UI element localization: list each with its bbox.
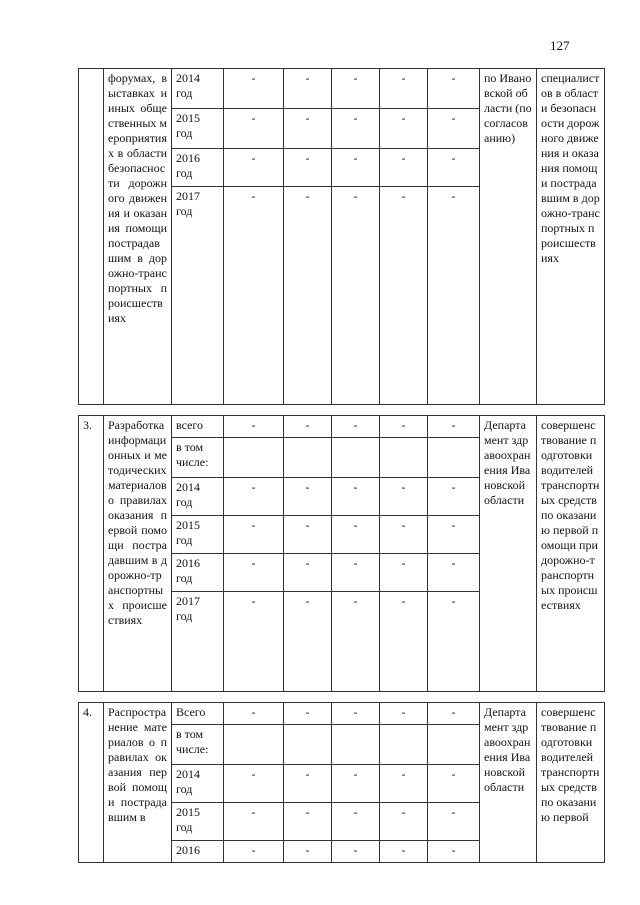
funding-value: - [224,841,284,863]
funding-value [284,725,332,765]
funding-value: - [284,416,332,438]
period-label: 2017 год [172,187,224,405]
funding-value [284,438,332,478]
period-label: 2016 год [172,149,224,187]
funding-value: - [284,187,332,405]
funding-value: - [224,516,284,554]
period-label: 2014 год [172,765,224,803]
funding-value: - [284,149,332,187]
funding-value: - [428,765,480,803]
period-label: 2015 год [172,516,224,554]
funding-value: - [332,554,380,592]
funding-value: - [332,703,380,725]
table-row [79,69,605,109]
funding-value: - [332,416,380,438]
funding-value: - [224,187,284,405]
funding-value: - [428,187,480,405]
funding-value: - [380,516,428,554]
period-label: 2017 год [172,592,224,692]
funding-value: - [332,592,380,692]
executor: Департамент здравоохранения Ивановской области [480,703,537,863]
period-label: Всего [172,703,224,725]
funding-value: - [224,109,284,149]
funding-value: - [284,109,332,149]
funding-value: - [428,69,480,109]
funding-value: - [284,803,332,841]
funding-value: - [428,554,480,592]
funding-value: - [380,478,428,516]
funding-value: - [380,149,428,187]
funding-value [380,438,428,478]
row-number: 3. [79,416,104,692]
funding-value: - [224,765,284,803]
period-label: 2014 год [172,69,224,109]
funding-value: - [428,478,480,516]
funding-value: - [224,592,284,692]
funding-value [332,725,380,765]
table-row [79,416,605,438]
separator-cell [79,405,605,416]
funding-value: - [284,69,332,109]
funding-value: - [332,478,380,516]
funding-value: - [332,841,380,863]
period-label: 2016 год [172,554,224,592]
executor: Департамент здравоохранения Ивановской области [480,416,537,692]
funding-value: - [224,69,284,109]
funding-value: - [284,703,332,725]
row-number [79,69,104,405]
separator-cell [79,692,605,703]
funding-value: - [380,187,428,405]
expected-result: специалистов в области безопасности дорожного движения и оказания помощи пострадавшим в дорожно-транспортных происшествиях [537,69,605,405]
funding-value: - [380,416,428,438]
funding-value: - [380,554,428,592]
funding-value: - [380,803,428,841]
expected-result: совершенствование подготовки водителей транспортных средств по оказанию первой помощи при дорожно-транспортных происшествиях [537,416,605,692]
funding-value: - [380,592,428,692]
funding-value [332,438,380,478]
funding-value [224,725,284,765]
funding-value: - [224,703,284,725]
funding-value: - [332,516,380,554]
period-label: 2016 [172,841,224,863]
period-label: в том числе: [172,438,224,478]
funding-value: - [428,516,480,554]
funding-value: - [428,149,480,187]
funding-value: - [224,149,284,187]
funding-value [224,438,284,478]
block-separator [79,692,605,703]
funding-value: - [332,187,380,405]
activity-name: Распространение материалов о правилах оказания первой помощи пострадавшим в [104,703,172,863]
funding-value: - [224,478,284,516]
funding-value: - [428,703,480,725]
period-label: 2014 год [172,478,224,516]
funding-value [428,438,480,478]
block-separator [79,405,605,416]
funding-value: - [284,841,332,863]
funding-value: - [284,516,332,554]
page-number: 127 [550,38,570,53]
funding-value: - [380,765,428,803]
funding-value: - [224,803,284,841]
funding-value: - [428,592,480,692]
funding-value: - [428,109,480,149]
program-activities-table [78,68,605,863]
funding-value: - [380,703,428,725]
funding-value: - [284,765,332,803]
activity-name: форумах, выставках и иных общественных мероприятиях в области безопасности дорожного движения и оказания помощи пострадавшим в дорожно-транспортных происшествиях [104,69,172,405]
funding-value: - [332,149,380,187]
funding-value: - [284,592,332,692]
funding-value: - [380,109,428,149]
funding-value: - [224,416,284,438]
period-label: 2015 год [172,109,224,149]
funding-value: - [332,109,380,149]
funding-value: - [284,478,332,516]
period-label: 2015 год [172,803,224,841]
funding-value: - [332,803,380,841]
funding-value: - [332,765,380,803]
funding-value: - [284,554,332,592]
funding-value: - [428,803,480,841]
row-number: 4. [79,703,104,863]
funding-value: - [428,841,480,863]
funding-value: - [224,554,284,592]
funding-value: - [428,416,480,438]
funding-value: - [380,69,428,109]
funding-value: - [380,841,428,863]
funding-value: - [332,69,380,109]
table-row [79,703,605,725]
funding-value [380,725,428,765]
funding-value [428,725,480,765]
activity-name: Разработка информационных и методических материалов о правилах оказания первой помощи пострадавшим в дорожно-транспортных происшествиях [104,416,172,692]
expected-result: совершенствование подготовки водителей транспортных средств по оказанию первой [537,703,605,863]
executor: по Ивановской области (по согласованию) [480,69,537,405]
period-label: в том числе: [172,725,224,765]
period-label: всего [172,416,224,438]
